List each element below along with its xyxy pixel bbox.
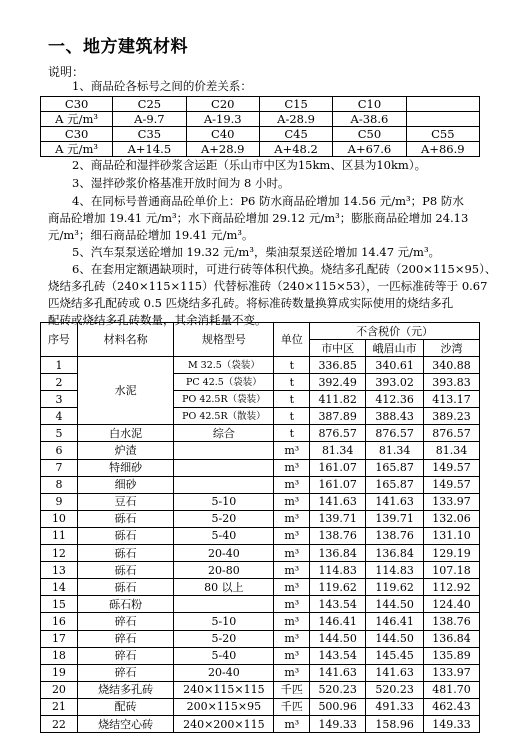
unit-cell: t — [274, 391, 310, 408]
spec-cell: 综合 — [174, 425, 274, 442]
price-shizhong-cell: 161.07 — [310, 459, 366, 476]
price-shizhong-cell: 146.41 — [310, 613, 366, 630]
grade-price-table — [40, 96, 480, 157]
spec-cell: 5-40 — [174, 647, 274, 664]
unit-cell: 千匹 — [274, 681, 310, 698]
price-emei-cell: 138.76 — [366, 527, 424, 544]
table-row — [41, 545, 480, 562]
table-row — [41, 459, 480, 476]
price-shizhong-cell: 119.62 — [310, 579, 366, 596]
unit-cell: m³ — [274, 493, 310, 510]
grade-cell: C45 — [259, 127, 332, 142]
seq-cell: 4 — [41, 408, 78, 425]
price-shawan-cell: 136.84 — [424, 630, 480, 647]
unit-cell: m³ — [274, 715, 310, 732]
header-row — [41, 323, 480, 340]
spec-cell: 5-40 — [174, 527, 274, 544]
col-header-shawan: 沙湾 — [424, 340, 480, 357]
spec-cell: 20-40 — [174, 664, 274, 681]
note-5: 5、汽车泵泵送砼增加 19.32 元/m³，柴油泵泵送砼增加 14.47 元/m³。 — [72, 245, 441, 259]
spec-cell — [174, 459, 274, 476]
spec-cell — [174, 476, 274, 493]
table-row — [41, 425, 480, 442]
price-shawan-cell: 135.89 — [424, 647, 480, 664]
spec-cell: 5-20 — [174, 510, 274, 527]
table-row — [41, 562, 480, 579]
unit-cell: m³ — [274, 476, 310, 493]
grade-cell: A+14.5 — [113, 142, 186, 157]
unit-cell: t — [274, 357, 310, 374]
price-emei-cell: 491.33 — [366, 698, 424, 715]
table-row — [41, 527, 480, 544]
price-shizhong-cell: 520.23 — [310, 681, 366, 698]
spec-cell: PO 42.5R（袋装） — [174, 391, 274, 408]
spec-cell: 5-10 — [174, 613, 274, 630]
material-name-cell: 烧结空心砖 — [77, 715, 174, 732]
price-emei-cell: 146.41 — [366, 613, 424, 630]
seq-cell: 18 — [41, 647, 78, 664]
seq-cell: 15 — [41, 596, 78, 613]
seq-cell: 9 — [41, 493, 78, 510]
unit-cell: t — [274, 374, 310, 391]
price-shizhong-cell: 143.54 — [310, 647, 366, 664]
seq-cell: 2 — [41, 374, 78, 391]
price-shizhong-cell: 139.71 — [310, 510, 366, 527]
table-row — [41, 476, 480, 493]
col-header-emei: 峨眉山市 — [366, 340, 424, 357]
spec-cell: 200×115×95 — [174, 698, 274, 715]
table-row — [41, 357, 480, 374]
note-3: 3、湿拌砂浆价格基准开放时间为 8 小时。 — [72, 176, 290, 190]
spec-cell: PO 42.5R（散装） — [174, 408, 274, 425]
price-emei-cell: 144.50 — [366, 596, 424, 613]
material-name-cell: 碎石 — [77, 630, 174, 647]
price-emei-cell: 145.45 — [366, 647, 424, 664]
grade-row-4 — [41, 142, 480, 157]
material-name-cell: 炉渣 — [77, 442, 174, 459]
price-emei-cell: 136.84 — [366, 545, 424, 562]
unit-cell: 千匹 — [274, 698, 310, 715]
price-shizhong-cell: 411.82 — [310, 391, 366, 408]
unit-cell: m³ — [274, 562, 310, 579]
grade-cell: C50 — [333, 127, 406, 142]
price-shawan-cell: 149.33 — [424, 715, 480, 732]
unit-cell: m³ — [274, 545, 310, 562]
price-emei-cell: 876.57 — [366, 425, 424, 442]
price-emei-cell: 388.43 — [366, 408, 424, 425]
material-name-cell: 碎石 — [77, 664, 174, 681]
price-shawan-cell: 131.10 — [424, 527, 480, 544]
material-rows — [41, 425, 480, 733]
note-6-line: 6、在套用定额遇缺项时，可进行砖等体积代换。烧结多孔配砖（200×115×95）、 — [72, 262, 497, 276]
col-header-price-group: 不含税价（元） — [310, 323, 480, 340]
seq-cell: 20 — [41, 681, 78, 698]
price-shizhong-cell: 136.84 — [310, 545, 366, 562]
grade-cell: C55 — [406, 127, 479, 142]
price-shawan-cell: 81.34 — [424, 442, 480, 459]
price-shawan-cell: 138.76 — [424, 613, 480, 630]
col-header-name: 材料名称 — [77, 323, 174, 357]
grade-cell — [406, 97, 479, 112]
table-row — [41, 647, 480, 664]
grade-cell: C25 — [113, 97, 186, 112]
price-shizhong-cell: 876.57 — [310, 425, 366, 442]
section-title: 一、地方建筑材料 — [48, 37, 188, 57]
price-shizhong-cell: 141.63 — [310, 493, 366, 510]
note-1: 1、商品砼各标号之间的价差关系： — [72, 79, 252, 93]
table-row — [41, 613, 480, 630]
spec-cell: 20-40 — [174, 545, 274, 562]
price-shawan-cell: 107.18 — [424, 562, 480, 579]
grade-cell: A+86.9 — [406, 142, 479, 157]
unit-cell: t — [274, 408, 310, 425]
grade-cell: A-38.6 — [333, 112, 406, 127]
spec-cell: PC 42.5（袋装） — [174, 374, 274, 391]
unit-cell: m³ — [274, 442, 310, 459]
table-row — [41, 698, 480, 715]
seq-cell: 5 — [41, 425, 78, 442]
material-name-cell: 烧结多孔砖 — [77, 681, 174, 698]
material-name-cell: 豆石 — [77, 493, 174, 510]
price-emei-cell: 340.61 — [366, 357, 424, 374]
grade-cell: A-9.7 — [113, 112, 186, 127]
table-row — [41, 715, 480, 732]
table-row — [41, 596, 480, 613]
material-name-cell: 砾石 — [77, 545, 174, 562]
price-shizhong-cell: 500.96 — [310, 698, 366, 715]
price-emei-cell: 165.87 — [366, 459, 424, 476]
price-shizhong-cell: 149.33 — [310, 715, 366, 732]
grade-cell: C30 — [41, 97, 113, 112]
price-shawan-cell: 389.23 — [424, 408, 480, 425]
material-name-cell: 水泥 — [77, 357, 174, 425]
price-emei-cell: 144.50 — [366, 630, 424, 647]
spec-cell: 80 以上 — [174, 579, 274, 596]
spec-cell: 240×115×115 — [174, 681, 274, 698]
note-4-line: 商品砼增加 19.41 元/m³；水下商品砼增加 29.12 元/m³；膨胀商品砼增加 24.13 — [48, 211, 469, 225]
grade-cell: C15 — [259, 97, 332, 112]
seq-cell: 8 — [41, 476, 78, 493]
note-4-line: 4、在同标号普通商品砼单价上：P6 防水商品砼增加 14.56 元/m³；P8 防水 — [72, 194, 464, 208]
table-row — [41, 493, 480, 510]
table-row — [41, 630, 480, 647]
price-emei-cell: 141.63 — [366, 664, 424, 681]
seq-cell: 11 — [41, 527, 78, 544]
note-6 — [48, 261, 496, 329]
unit-cell: m³ — [274, 664, 310, 681]
grade-cell: A 元/m³ — [41, 142, 113, 157]
spec-cell: M 32.5（袋装） — [174, 357, 274, 374]
price-shawan-cell: 876.57 — [424, 425, 480, 442]
seq-cell: 6 — [41, 442, 78, 459]
material-name-cell: 砾石 — [77, 579, 174, 596]
seq-cell: 14 — [41, 579, 78, 596]
unit-cell: m³ — [274, 579, 310, 596]
price-emei-cell: 165.87 — [366, 476, 424, 493]
price-emei-cell: 141.63 — [366, 493, 424, 510]
grade-cell: A+28.9 — [186, 142, 259, 157]
note-6-line: 烧结多孔砖（240×115×115）代替标准砖（240×115×53），一匹标准砖等于 0.67 — [48, 279, 488, 293]
material-name-cell: 砾石粉 — [77, 596, 174, 613]
price-shawan-cell: 149.57 — [424, 476, 480, 493]
price-shizhong-cell: 387.89 — [310, 408, 366, 425]
material-name-cell: 碎石 — [77, 647, 174, 664]
price-emei-cell: 114.83 — [366, 562, 424, 579]
note-6-line: 配砖或烧结多孔砖数量，其余消耗量不变。 — [48, 313, 267, 327]
notes-label: 说明： — [48, 65, 85, 79]
unit-cell: m³ — [274, 527, 310, 544]
spec-cell — [174, 442, 274, 459]
table-row — [41, 664, 480, 681]
price-shawan-cell: 481.70 — [424, 681, 480, 698]
price-shizhong-cell: 81.34 — [310, 442, 366, 459]
seq-cell: 17 — [41, 630, 78, 647]
grade-cell: C30 — [41, 127, 113, 142]
grade-cell: C35 — [113, 127, 186, 142]
col-header-spec: 规格型号 — [174, 323, 274, 357]
price-shawan-cell: 129.19 — [424, 545, 480, 562]
grade-cell: A-19.3 — [186, 112, 259, 127]
seq-cell: 3 — [41, 391, 78, 408]
unit-cell: m³ — [274, 630, 310, 647]
price-shawan-cell: 413.17 — [424, 391, 480, 408]
price-emei-cell: 119.62 — [366, 579, 424, 596]
price-emei-cell: 412.36 — [366, 391, 424, 408]
grade-cell: A-28.9 — [259, 112, 332, 127]
price-shizhong-cell: 138.76 — [310, 527, 366, 544]
note-4-line: 元/m³；细石商品砼增加 19.41 元/m³。 — [48, 228, 254, 242]
material-name-cell: 白水泥 — [77, 425, 174, 442]
note-2: 2、商品砼和湿拌砂浆含运距（乐山市中区为15km、区县为10km）。 — [72, 158, 427, 172]
grade-cell: A+67.6 — [333, 142, 406, 157]
seq-cell: 22 — [41, 715, 78, 732]
material-name-cell: 砾石 — [77, 510, 174, 527]
material-price-table — [40, 322, 480, 733]
spec-cell: 20-80 — [174, 562, 274, 579]
price-shawan-cell: 462.43 — [424, 698, 480, 715]
note-4 — [48, 193, 478, 244]
seq-cell: 19 — [41, 664, 78, 681]
price-emei-cell: 81.34 — [366, 442, 424, 459]
table-row — [41, 681, 480, 698]
note-6-line: 匹烧结多孔配砖或 0.5 匹烧结多孔砖。将标准砖数量换算成实际使用的烧结多孔 — [48, 296, 454, 310]
grade-row-1 — [41, 97, 480, 112]
price-shizhong-cell: 392.49 — [310, 374, 366, 391]
price-emei-cell: 158.96 — [366, 715, 424, 732]
grade-cell: A 元/m³ — [41, 112, 113, 127]
price-shawan-cell: 340.88 — [424, 357, 480, 374]
seq-cell: 7 — [41, 459, 78, 476]
col-header-shizhong: 市中区 — [310, 340, 366, 357]
material-name-cell: 配砖 — [77, 698, 174, 715]
price-shawan-cell: 133.97 — [424, 664, 480, 681]
material-name-cell: 碎石 — [77, 613, 174, 630]
price-shawan-cell: 124.40 — [424, 596, 480, 613]
unit-cell: t — [274, 425, 310, 442]
price-shizhong-cell: 161.07 — [310, 476, 366, 493]
unit-cell: m³ — [274, 613, 310, 630]
unit-cell: m³ — [274, 647, 310, 664]
cement-rows — [41, 357, 480, 425]
seq-cell: 13 — [41, 562, 78, 579]
price-shawan-cell: 132.06 — [424, 510, 480, 527]
unit-cell: m³ — [274, 510, 310, 527]
table-row — [41, 579, 480, 596]
material-name-cell: 砾石 — [77, 562, 174, 579]
seq-cell: 10 — [41, 510, 78, 527]
price-shawan-cell: 393.83 — [424, 374, 480, 391]
price-shizhong-cell: 114.83 — [310, 562, 366, 579]
grade-cell: A+48.2 — [259, 142, 332, 157]
table-row — [41, 442, 480, 459]
unit-cell: m³ — [274, 596, 310, 613]
seq-cell: 21 — [41, 698, 78, 715]
grade-row-3 — [41, 127, 480, 142]
col-header-unit: 单位 — [274, 323, 310, 357]
price-shawan-cell: 149.57 — [424, 459, 480, 476]
price-shawan-cell: 133.97 — [424, 493, 480, 510]
table-row — [41, 510, 480, 527]
price-shizhong-cell: 143.54 — [310, 596, 366, 613]
seq-cell: 12 — [41, 545, 78, 562]
spec-cell — [174, 596, 274, 613]
material-name-cell: 特细砂 — [77, 459, 174, 476]
grade-row-2 — [41, 112, 480, 127]
col-header-seq: 序号 — [41, 323, 78, 357]
price-shizhong-cell: 144.50 — [310, 630, 366, 647]
material-name-cell: 砾石 — [77, 527, 174, 544]
spec-cell: 240×200×115 — [174, 715, 274, 732]
material-name-cell: 细砂 — [77, 476, 174, 493]
price-shizhong-cell: 336.85 — [310, 357, 366, 374]
price-emei-cell: 139.71 — [366, 510, 424, 527]
spec-cell: 5-20 — [174, 630, 274, 647]
price-shawan-cell: 112.92 — [424, 579, 480, 596]
price-emei-cell: 520.23 — [366, 681, 424, 698]
seq-cell: 1 — [41, 357, 78, 374]
seq-cell: 16 — [41, 613, 78, 630]
price-emei-cell: 393.02 — [366, 374, 424, 391]
unit-cell: m³ — [274, 459, 310, 476]
grade-cell: C20 — [186, 97, 259, 112]
grade-cell: C40 — [186, 127, 259, 142]
price-shizhong-cell: 141.63 — [310, 664, 366, 681]
grade-cell — [406, 112, 479, 127]
spec-cell: 5-10 — [174, 493, 274, 510]
grade-cell: C10 — [333, 97, 406, 112]
